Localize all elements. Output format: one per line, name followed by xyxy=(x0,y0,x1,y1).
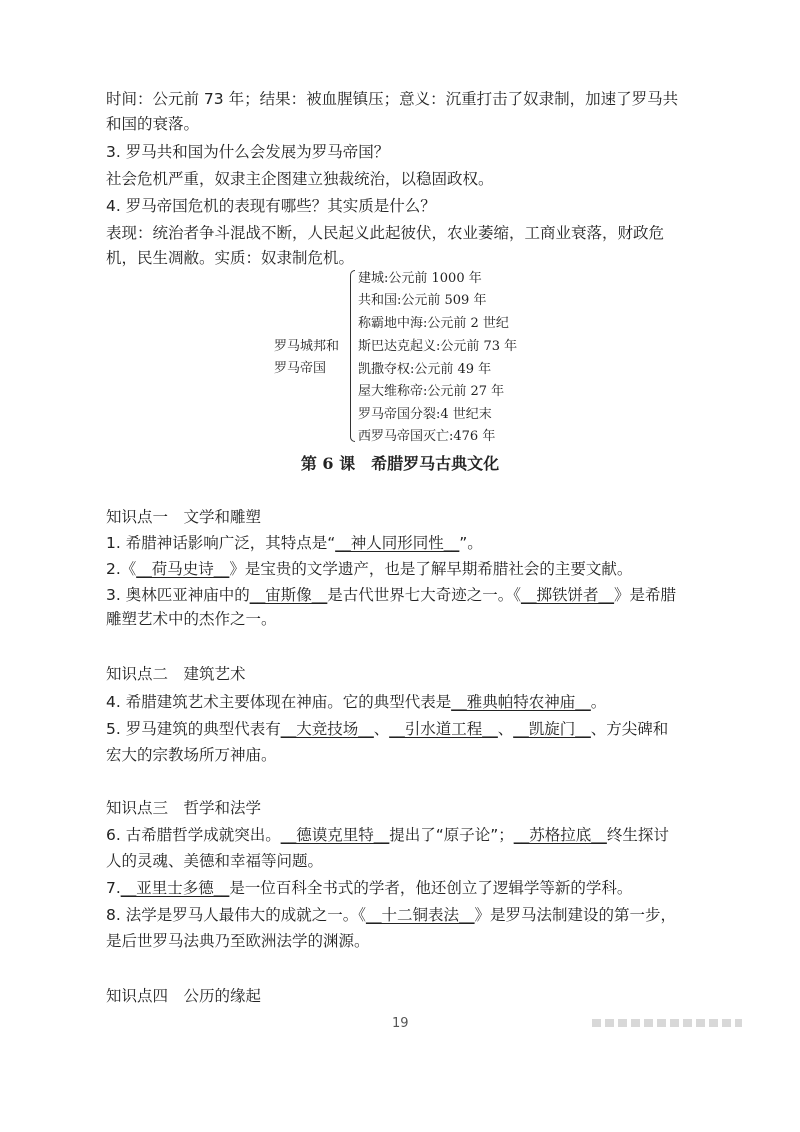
answer-blank: __苏格拉底__ xyxy=(513,826,607,844)
answer-blank: __亚里士多德__ xyxy=(120,879,230,897)
answer-4: 表现：统治者争斗混战不断，人民起义此起彼伏，农业萎缩，工商业衰落，财政危 xyxy=(106,224,665,242)
item-1: 1. 希腊神话影响广泛，其特点是“__神人同形同性__”。 xyxy=(106,534,483,552)
answer-4-cont: 机，民生凋敝。实质：奴隶制危机。 xyxy=(106,249,355,267)
item-3: 3. 奥林匹亚神庙中的__宙斯像__是古代世界七大奇迹之一。《__掷铁饼者__》是希腊 xyxy=(106,586,677,604)
question-4: 4. 罗马帝国危机的表现有哪些？其实质是什么？ xyxy=(106,197,436,215)
answer-3: 社会危机严重，奴隶主企图建立独裁统治，以稳固政权。 xyxy=(106,170,494,188)
text-line: 和国的衰落。 xyxy=(106,115,200,133)
item-8: 8. 法学是罗马人最伟大的成就之一。《__十二铜表法__》是罗马法制建设的第一步， xyxy=(106,906,676,924)
timeline-item: 斯巴达克起义:公元前 73 年 xyxy=(358,339,518,354)
timeline-item: 称霸地中海:公元前 2 世纪 xyxy=(358,316,509,331)
question-3: 3. 罗马共和国为什么会发展为罗马帝国？ xyxy=(106,143,390,161)
item-6: 6. 古希腊哲学成就突出。__德谟克里特__提出了“原子论”；__苏格拉底__终生探讨 xyxy=(106,826,669,844)
answer-blank: __十二铜表法__ xyxy=(365,906,475,924)
answer-blank: __大竞技场__ xyxy=(280,720,374,738)
answer-blank: __雅典帕特农神庙__ xyxy=(451,693,591,711)
timeline-item: 共和国:公元前 509 年 xyxy=(358,293,487,308)
timeline-label: 罗马城邦和 xyxy=(274,339,340,354)
item-5: 5. 罗马建筑的典型代表有__大竞技场__、__引水道工程__、__凯旋门__、方尖碑和 xyxy=(106,720,669,738)
answer-blank: __凯旋门__ xyxy=(513,720,591,738)
item-8-cont: 是后世罗马法典乃至欧洲法学的渊源。 xyxy=(106,932,370,950)
text-line: 时间：公元前 73 年；结果：被血腥镇压；意义：沉重打击了奴隶制，加速了罗马共 xyxy=(106,90,679,108)
section-heading: 知识点二 建筑艺术 xyxy=(106,665,246,683)
answer-blank: __掷铁饼者__ xyxy=(521,586,615,604)
footer-watermark xyxy=(592,1019,742,1027)
section-heading: 知识点一 文学和雕塑 xyxy=(106,508,262,526)
item-4: 4. 希腊建筑艺术主要体现在神庙。它的典型代表是__雅典帕特农神庙__。 xyxy=(106,693,607,711)
answer-blank: __神人同形同性__ xyxy=(335,534,460,552)
section-heading: 知识点四 公历的缘起 xyxy=(106,987,262,1005)
timeline-label: 罗马帝国 xyxy=(274,361,327,376)
timeline-item: 西罗马帝国灭亡:476 年 xyxy=(358,429,496,444)
timeline-item: 罗马帝国分裂:4 世纪末 xyxy=(358,407,492,422)
item-5-cont: 宏大的宗教场所万神庙。 xyxy=(106,746,277,764)
item-6-cont: 人的灵魂、美德和幸福等问题。 xyxy=(106,852,324,870)
timeline-item: 屋大维称帝:公元前 27 年 xyxy=(358,384,505,399)
brace-bracket xyxy=(350,270,355,442)
section-heading: 知识点三 哲学和法学 xyxy=(106,799,262,817)
answer-blank: __引水道工程__ xyxy=(389,720,498,738)
item-3-cont: 雕塑艺术中的杰作之一。 xyxy=(106,610,277,628)
answer-blank: __宙斯像__ xyxy=(249,586,328,604)
item-7: 7.__亚里士多德__是一位百科全书式的学者，他还创立了逻辑学等新的学科。 xyxy=(106,879,633,897)
answer-blank: __荷马史诗__ xyxy=(136,560,230,578)
page-number: 19 xyxy=(392,1016,409,1031)
timeline-item: 建城:公元前 1000 年 xyxy=(358,271,482,286)
timeline-item: 凯撒夺权:公元前 49 年 xyxy=(358,362,492,377)
rome-timeline xyxy=(274,268,574,448)
item-2: 2.《__荷马史诗__》是宝贵的文学遗产，也是了解早期希腊社会的主要文献。 xyxy=(106,560,633,578)
answer-blank: __德谟克里特__ xyxy=(280,826,390,844)
lesson-title: 第 6 课 希腊罗马古典文化 xyxy=(300,454,500,473)
